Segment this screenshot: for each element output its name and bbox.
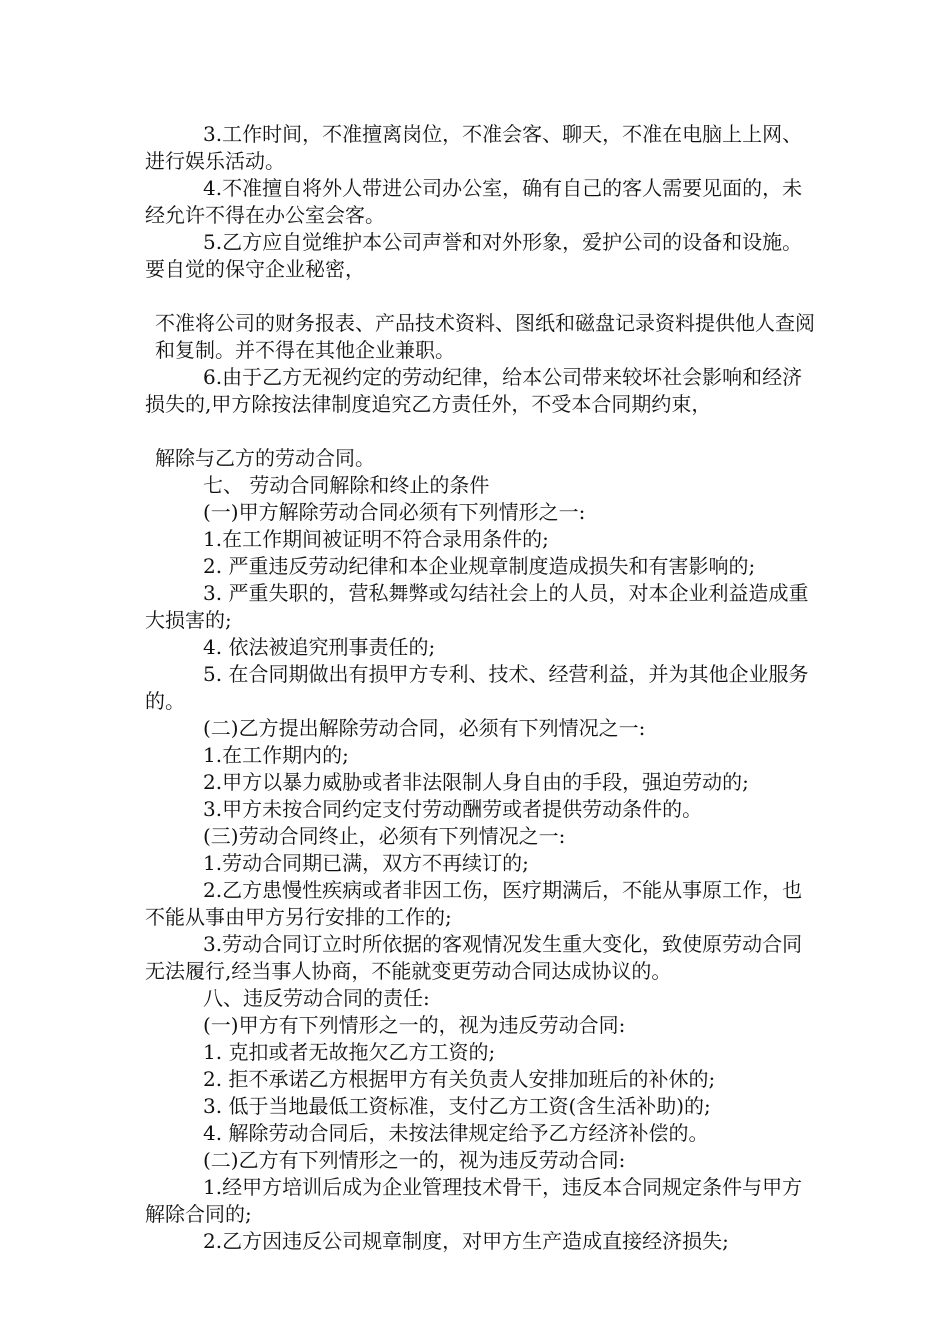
- list-item: 2. 拒不承诺乙方根据甲方有关负责人安排加班后的补休的;: [203, 1067, 716, 1091]
- blank-line: [145, 418, 815, 445]
- list-item: 1.经甲方培训后成为企业管理技术骨干，违反本合同规定条件与甲方解除合同的;: [145, 1175, 803, 1226]
- list-item: 4. 解除劳动合同后，未按法律规定给予乙方经济补偿的。: [203, 1121, 709, 1145]
- section-heading: 七、 劳动合同解除和终止的条件: [203, 473, 490, 497]
- subsection-heading: (三)劳动合同终止，必须有下列情况之一:: [203, 824, 566, 848]
- list-item: 1. 克扣或者无故拖欠乙方工资的;: [203, 1040, 496, 1064]
- paragraph: 解除与乙方的劳动合同。: [155, 446, 375, 470]
- list-item: 3.劳动合同订立时所依据的客观情况发生重大变化，致使原劳动合同无法履行,经当事人协商，不能就变更劳动合同达成协议的。: [145, 932, 803, 983]
- list-item: 2.乙方因违反公司规章制度，对甲方生产造成直接经济损失;: [203, 1229, 729, 1253]
- paragraph: 不准将公司的财务报表、产品技术资料、图纸和磁盘记录资料提供他人查阅和复制。并不得在其他企业兼职。: [155, 311, 815, 362]
- list-item: 2.乙方患慢性疾病或者非因工伤，医疗期满后，不能从事原工作，也不能从事由甲方另行安排的工作的;: [145, 878, 803, 929]
- list-item: 3. 低于当地最低工资标准，支付乙方工资(含生活补助)的;: [203, 1094, 711, 1118]
- list-item: 2.甲方以暴力威胁或者非法限制人身自由的手段，强迫劳动的;: [203, 770, 749, 794]
- list-item: 4. 依法被追究刑事责任的;: [203, 635, 436, 659]
- list-item: 3.甲方未按合同约定支付劳动酬劳或者提供劳动条件的。: [203, 797, 703, 821]
- subsection-heading: (二)乙方提出解除劳动合同，必须有下列情况之一:: [203, 716, 646, 740]
- paragraph: 3.工作时间，不准擅离岗位，不准会客、聊天，不准在电脑上上网、进行娱乐活动。: [145, 122, 803, 173]
- paragraph: 5.乙方应自觉维护本公司声誉和对外形象，爱护公司的设备和设施。要自觉的保守企业秘密，: [145, 230, 803, 281]
- list-item: 1.劳动合同期已满，双方不再续订的;: [203, 851, 529, 875]
- list-item: 2. 严重违反劳动纪律和本企业规章制度造成损失和有害影响的;: [203, 554, 756, 578]
- list-item: 1.在工作期内的;: [203, 743, 349, 767]
- paragraph: 4.不准擅自将外人带进公司办公室，确有自己的客人需要见面的，未经允许不得在办公室会客。: [145, 176, 803, 227]
- document-body: [145, 121, 815, 1255]
- subsection-heading: (一)甲方解除劳动合同必须有下列情形之一:: [203, 500, 586, 524]
- list-item: 1.在工作期间被证明不符合录用条件的;: [203, 527, 549, 551]
- list-item: 3. 严重失职的，营私舞弊或勾结社会上的人员，对本企业利益造成重大损害的;: [145, 581, 809, 632]
- section-heading: 八、违反劳动合同的责任:: [203, 986, 430, 1010]
- subsection-heading: (一)甲方有下列情形之一的，视为违反劳动合同:: [203, 1013, 626, 1037]
- subsection-heading: (二)乙方有下列情形之一的，视为违反劳动合同:: [203, 1148, 626, 1172]
- paragraph: 6.由于乙方无视约定的劳动纪律，给本公司带来较坏社会影响和经济损失的,甲方除按法律制度追究乙方责任外，不受本合同期约束，: [145, 365, 803, 416]
- blank-line: [145, 283, 815, 310]
- list-item: 5. 在合同期做出有损甲方专利、技术、经营利益，并为其他企业服务的。: [145, 662, 809, 713]
